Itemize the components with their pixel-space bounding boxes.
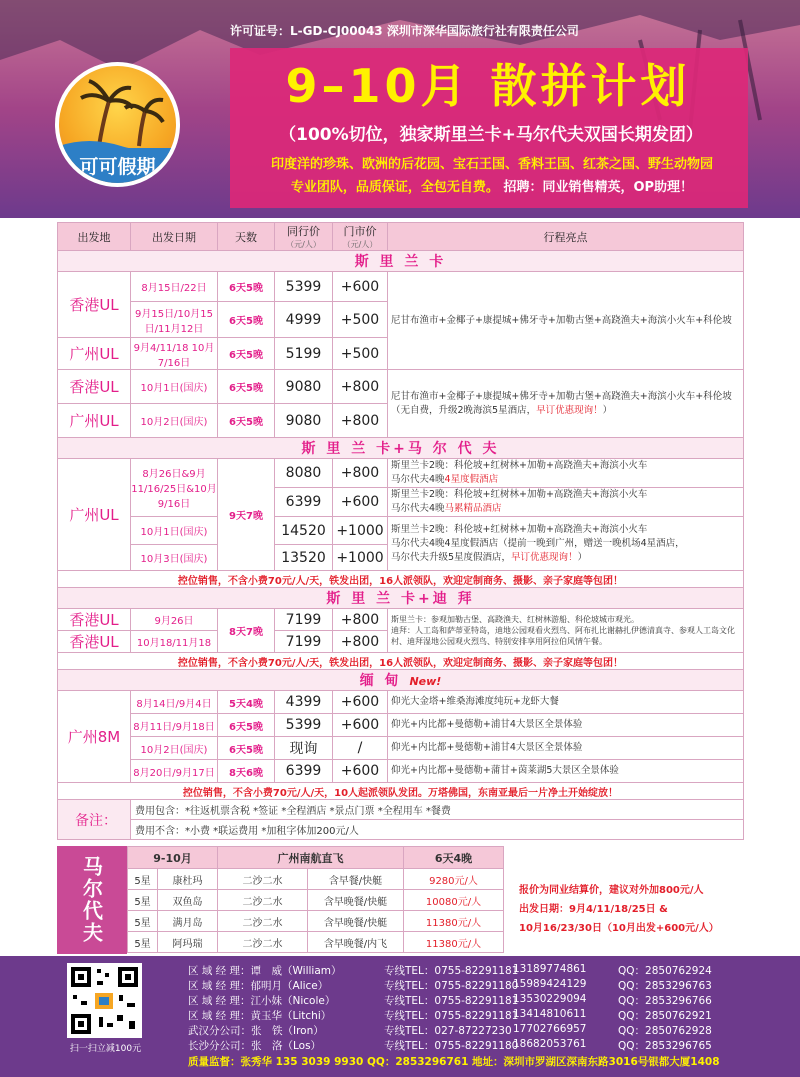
maldives-note-dates: 出发日期：9月4/11/18/25日 & (519, 904, 668, 915)
table-row: 9月15日/10月15日/11月12日 6天5晚 4999 +500 (58, 302, 744, 338)
list-item: 区 域 经 理：谭 威（William） 专线TEL：0755-82291181 13189774861 QQ：2850762924 (188, 963, 712, 977)
palm-tree-icon (59, 66, 180, 156)
section-myanmar: 缅 甸 New! (58, 670, 744, 691)
kekejiaqi-logo (55, 62, 180, 187)
maldives-label: 马尔代夫 (57, 846, 127, 954)
license-text: 许可证号：L-GD-CJ00043 深圳市深华国际旅行社有限责任公司 (230, 24, 579, 38)
slogan-line-2 (238, 176, 746, 195)
slogan-line-1: 印度洋的珍珠、欧洲的后花园、宝石王国、香料王国、红茶之国、野生动物园 (270, 157, 713, 172)
section-srilanka-dubai: 斯 里 兰 卡+迪 拜 (58, 588, 744, 609)
footer (0, 956, 800, 1077)
table-row: 广州8M 8月14日/9月4日 5天4晚 4399 +600 仰光大金塔+维桑海滩度纯玩+龙虾大餐 (58, 691, 744, 714)
list-item: 区 域 经 理：郁明月（Alice） 专线TEL：0755-82291180 15989424129 QQ：2853296763 (188, 978, 712, 992)
col-highlights: 行程亮点 (388, 223, 744, 251)
list-item: 区 域 经 理：黄玉华（Litchi） 专线TEL：0755-82291181 13414810611 QQ：2850762921 (188, 1008, 712, 1022)
warning-row: 控位销售，不含小费70元/人/天，10人起派领队发团。万塔佛国，东南亚最后一片净土开始绽放！ (58, 783, 744, 800)
table-row: 香港UL 10月18/11月18 7199 +800 (58, 631, 744, 653)
table-header-row (58, 223, 744, 251)
itinerary-table (57, 222, 744, 840)
table-row: 广州UL 9月4/11/18 10月7/16日 6天5晚 5199 +500 (58, 338, 744, 370)
qr-code-icon[interactable] (67, 963, 142, 1038)
warning-row: 控位销售，不含小费70元/人/天，铁发出团，16人派领队，欢迎定制商务、摄影、亲子家庭等包团！ (58, 653, 744, 670)
list-item: 区 域 经 理：江小妹（Nicole） 专线TEL：0755-82291181 13530229094 QQ：2853296766 (188, 993, 712, 1007)
table-row: 5星 康杜玛 二沙二水 含早餐/快艇 9280元/人 (128, 869, 504, 890)
table-row: 香港UL 8月15日/22日 6天5晚 5399 +600 尼甘布渔市+金椰子+康提城+佛牙寺+加勒古堡+高跷渔夫+海滨小火车+科伦坡 (58, 272, 744, 302)
section-srilanka: 斯 里 兰 卡 (58, 251, 744, 272)
logo-text: 可可假期 (79, 156, 156, 178)
table-row: 5星 阿玛瑞 二沙二水 含早晚餐/内飞 11380元/人 (128, 932, 504, 953)
maldives-notes (519, 881, 743, 938)
list-item: 武汉分公司：张 铁（Iron） 专线TEL：027-87227230 17702766957 QQ：2850762928 (188, 1023, 712, 1037)
qr-caption: 扫一扫立减100元 (69, 1044, 142, 1054)
list-item: 长沙分公司：张 洛（Los） 专线TEL：0755-82291180 18682053761 QQ：2853296765 (188, 1038, 712, 1052)
note-row: 费用不含：*小费 *联运费用 *加租字体加200元/人 (58, 820, 744, 840)
maldives-table (127, 846, 504, 953)
table-row: 广州UL 10月2日(国庆) 6天5晚 9080 +800 (58, 404, 744, 438)
slogan-recruit: 招聘：同业销售精英，OP助理！ (503, 180, 694, 195)
page-title: 9–10月 散拼计划 (285, 59, 691, 113)
table-row: 香港UL 10月1日(国庆) 6天5晚 9080 +800 尼甘布渔市+金椰子+康提城+佛牙寺+加勒古堡+高跷渔夫+海滨小火车+科伦坡（无自费，升级2晚海滨5星酒店，早订优惠现询！） (58, 370, 744, 404)
warning-row: 控位销售，不含小费70元/人/天，铁发出团，16人派领队，欢迎定制商务、摄影、亲子家庭等包团！ (58, 571, 744, 588)
col-origin: 出发地 (58, 223, 131, 251)
note-row: 备注： 费用包含：*往返机票含税 *签证 *全程酒店 *景点门票 *全程用车 *餐费 (58, 800, 744, 820)
table-row: 10月2日(国庆) 6天5晚 现询 / 仰光+内比都+曼德勒+浦甘4大景区全景体验 (58, 737, 744, 760)
itinerary-table-section (57, 222, 743, 840)
maldives-note-price: 报价为同业结算价，建议对外加800元/人 (519, 885, 704, 896)
table-row: 5星 双鱼岛 二沙二水 含早晚餐/快艇 10080元/人 (128, 890, 504, 911)
contact-list (188, 963, 748, 1053)
col-date: 出发日期 (131, 223, 218, 251)
table-row: 香港UL 9月26日 8天7晚 7199 +800 斯里兰卡：参观加勒古堡、高跷渔夫、红树林游船、科伦坡城市观光。 迪拜：人工岛和萨蒂亚特岛，迪地公园观看火烈鸟、阿布扎比谢赫扎伊德清真寺、参观人工岛文化村、迪拜湿地公园观火烈鸟、特别安排享用阿拉伯风情午餐。 (58, 609, 744, 631)
col-gate-price: 门市价 （元/人） (333, 223, 388, 251)
table-row: 10月1日(国庆) 14520 +1000 斯里兰卡2晚：科伦坡+红树林+加勒+高跷渔夫+海滨小火车 马尔代夫4晚4星度假酒店（提前一晚到广州，赠送一晚机场4星酒店， 马尔代夫升级5星度假酒店，早订优惠现询！） (58, 517, 744, 545)
col-days: 天数 (218, 223, 275, 251)
table-row: 8月11日/9月18日 6天5晚 5399 +600 仰光+内比都+曼德勒+浦甘4大景区全景体验 (58, 714, 744, 737)
header-banner (0, 0, 800, 218)
col-peer-price: 同行价 （元/人） (275, 223, 333, 251)
table-row: 广州UL 8月26日&9月11/16/25日&10月9/16日 9天7晚 8080 +800 斯里兰卡2晚：科伦坡+红树林+加勒+高跷渔夫+海滨小火车 马尔代夫4晚4星度假酒店 (58, 459, 744, 488)
maldives-section (57, 846, 743, 954)
subtitle: （100%切位，独家斯里兰卡+马尔代夫双国长期发团） (279, 125, 703, 145)
maldives-header-row: 9-10月 广州南航直飞 6天4晚 (128, 847, 504, 869)
maldives-note-dates-oct: 10月16/23/30日（10月出发+600元/人） (519, 923, 719, 934)
table-row: 8月20日/9月17日 8天6晚 6399 +600 仰光+内比都+曼德勒+蒲甘+茵莱湖5大景区全景体验 (58, 760, 744, 783)
table-row: 6399 +600 斯里兰卡2晚：科伦坡+红树林+加勒+高跷渔夫+海滨小火车 马尔代夫4晚马累精品酒店 (58, 488, 744, 517)
slogan-quality: 专业团队，品质保证，全包无自费。 (290, 180, 499, 195)
quality-and-address: 质量监督：张秀华 135 3039 9930 QQ：2853296761 地址：深圳市罗湖区深南东路3016号银都大厦1408 (188, 1056, 720, 1068)
table-row: 5星 满月岛 二沙二水 含早晚餐/快艇 11380元/人 (128, 911, 504, 932)
section-srilanka-maldives: 斯 里 兰 卡+马 尔 代 夫 (58, 438, 744, 459)
table-row: 10月3日(国庆) 13520 +1000 (58, 545, 744, 571)
